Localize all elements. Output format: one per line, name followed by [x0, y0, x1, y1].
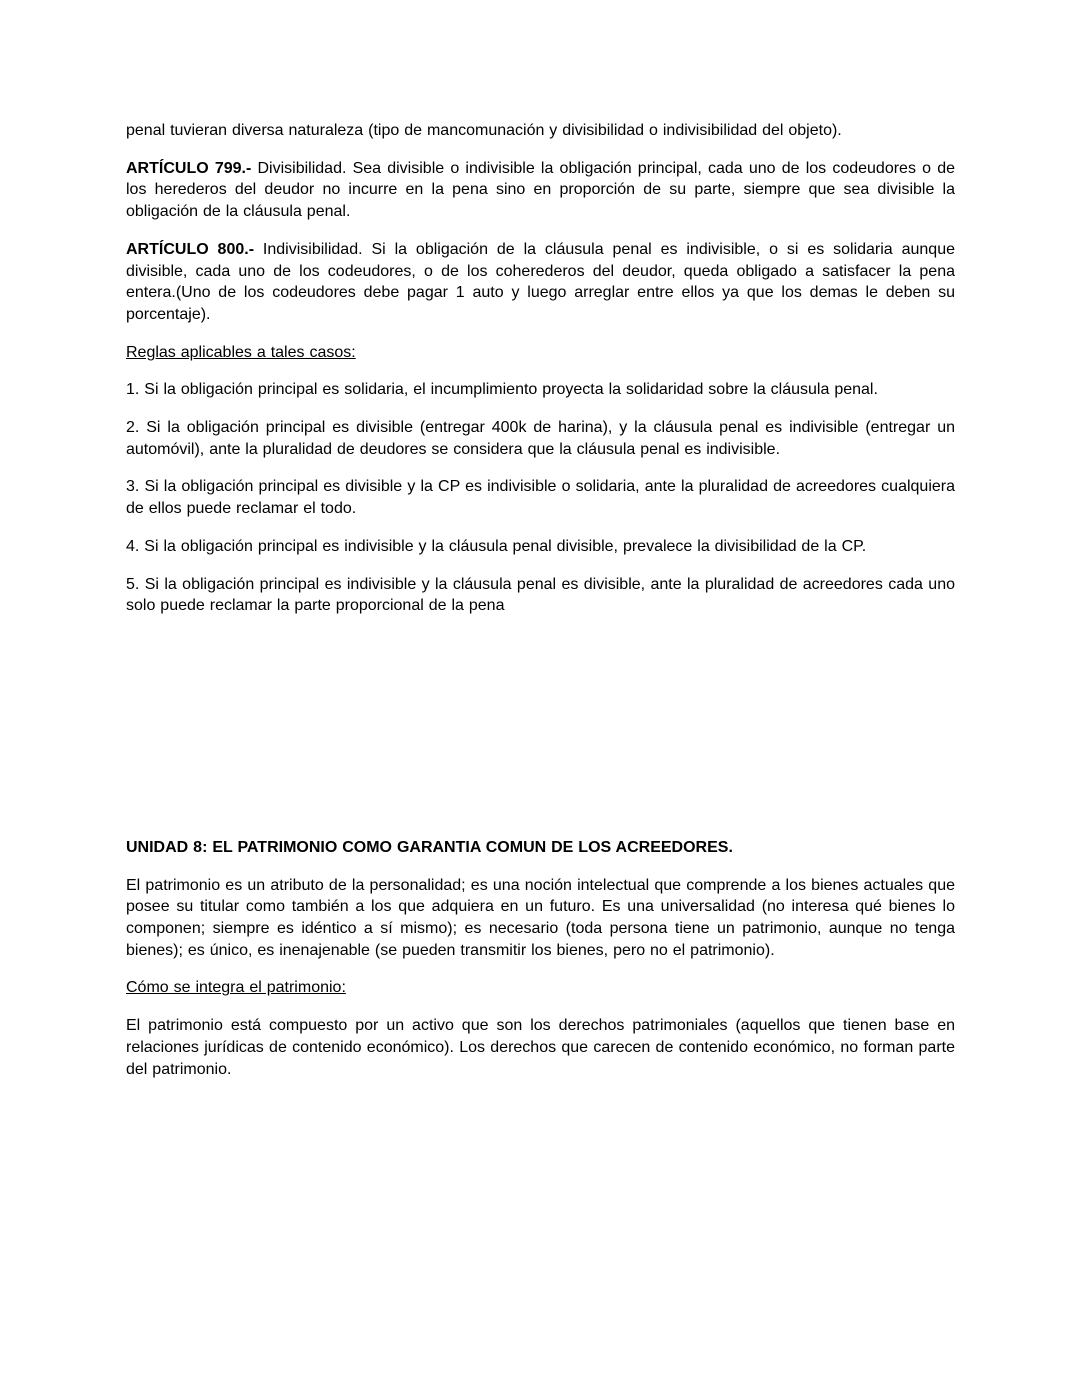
regla-item-3: 3. Si la obligación principal es divisible y la CP es indivisible o solidaria, ante la pluralidad de acreedores cualquiera de ellos puede reclamar el todo. — [126, 478, 955, 518]
unidad8-paragraph-2: El patrimonio está compuesto por un activo que son los derechos patrimoniales (aquellos que tienen base en relaciones jurídicas de contenido económico). Los derechos que carecen de contenido económico, no forman parte del patrimonio. — [126, 1017, 955, 1078]
articulo-800-body: Indivisibilidad. Si la obligación de la cláusula penal es indivisible, o si es solidaria aunque divisible, cada uno de los codeudores, o de los coherederos del deudor, queda obligado a satisfacer la pena entera.(Uno de los codeudores debe pagar 1 auto y luego arreglar entre ellos ya que los demas le deben su porcentaje). — [126, 240, 955, 323]
regla-item-1: 1. Si la obligación principal es solidaria, el incumplimiento proyecta la solidaridad sobre la cláusula penal. — [126, 381, 878, 399]
articulo-799-paragraph — [126, 158, 955, 223]
intro-paragraph: penal tuvieran diversa naturaleza (tipo de mancomunación y divisibilidad o indivisibilidad del objeto). — [126, 122, 842, 139]
reglas-heading-text: Reglas aplicables a tales casos: — [126, 343, 356, 361]
regla-item-5: 5. Si la obligación principal es indivisible y la cláusula penal es divisible, ante la pluralidad de acreedores cada uno solo puede reclamar la parte proporcional de la pena — [126, 575, 955, 615]
reglas-heading — [126, 342, 955, 364]
unidad8-paragraph-1: El patrimonio es un atributo de la personalidad; es una noción intelectual que comprende a los bienes actuales que posee su titular como también a los que adquiera en un futuro. Es una universalidad (no interesa qué bienes lo componen; siempre es idéntico a sí mismo); es necesario (toda persona tiene un patrimonio, aunque no tenga bienes); es único, es inenajenable (se pueden transmitir los bienes, pero no el patrimonio). — [126, 876, 955, 959]
regla-item-4: 4. Si la obligación principal es indivisible y la cláusula penal divisible, prevalece la divisibilidad de la CP. — [126, 537, 867, 555]
articulo-800-label: ARTÍCULO 800.- — [126, 240, 255, 258]
como-se-integra-heading — [126, 977, 955, 999]
blank-page-gap — [126, 633, 955, 837]
articulo-799-label: ARTÍCULO 799.- — [126, 159, 252, 177]
regla-item-2: 2. Si la obligación principal es divisible (entregar 400k de harina), y la cláusula penal es indivisible (entregar un automóvil), ante la pluralidad de deudores se considera que la cláusula penal es indivisible. — [126, 419, 955, 458]
unidad8-heading: UNIDAD 8: EL PATRIMONIO COMO GARANTIA COMUN DE LOS ACREEDORES. — [126, 838, 733, 856]
articulo-799-body: Divisibilidad. Sea divisible o indivisible la obligación principal, cada uno de los codeudores o de los herederos del deudor no incurre en la pena sino en proporción de su parte, siempre que sea divisible la obligación de la cláusula penal. — [126, 159, 955, 221]
articulo-800-paragraph — [126, 239, 955, 326]
como-se-integra-heading-text: Cómo se integra el patrimonio: — [126, 979, 346, 997]
